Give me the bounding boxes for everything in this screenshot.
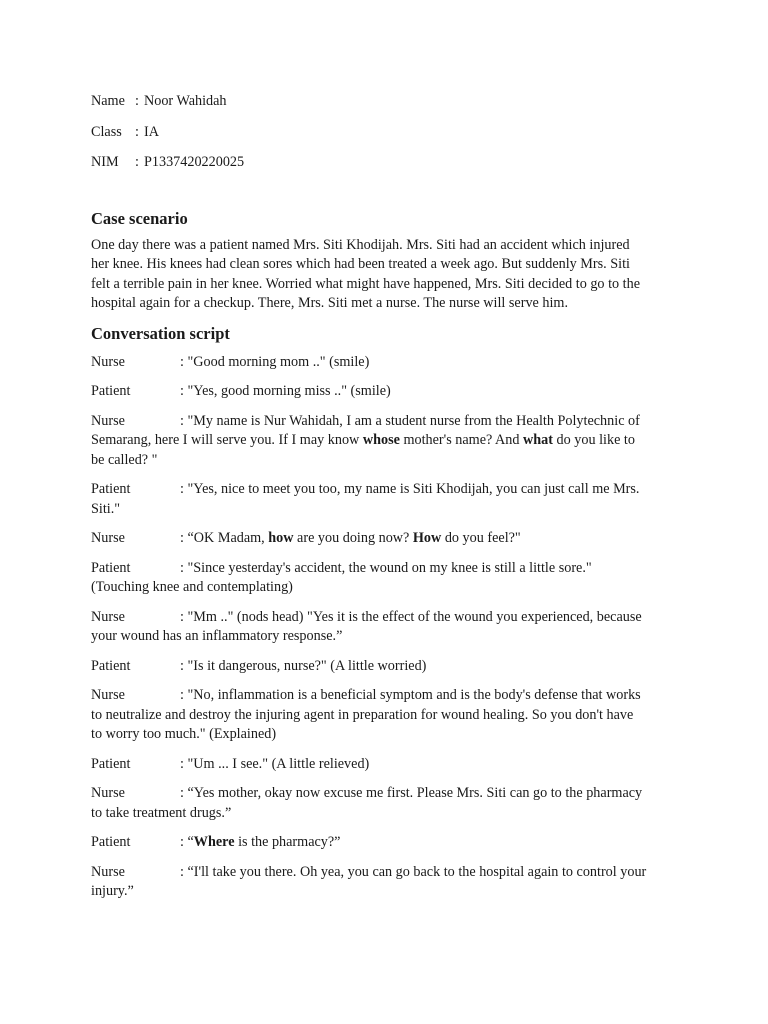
name-label: Name xyxy=(91,93,125,109)
name-row xyxy=(91,92,681,123)
speaker-label: Patient xyxy=(91,657,131,674)
speaker-label: Nurse xyxy=(91,353,125,370)
dialogue-text: Semarang, here I will serve you. If I may know xyxy=(91,432,363,448)
dialogue-text: : “OK Madam, xyxy=(180,530,269,546)
dialogue-turn xyxy=(91,353,681,373)
speaker-label: Nurse xyxy=(91,530,125,546)
paragraph-line: her knee. His knees had clean sores which had been treated a week ago. But suddenly Mrs. Siti xyxy=(91,256,630,272)
emphasis-word: what xyxy=(523,432,553,448)
emphasis-word: whose xyxy=(362,432,400,448)
speaker-label: Nurse xyxy=(91,412,125,429)
document-page xyxy=(91,92,681,912)
dialogue-turn xyxy=(91,412,681,471)
dialogue-text: : "My name is Nur Wahidah, I am a student nurse from the Health Polytechnic of xyxy=(180,412,640,429)
name-separator: : xyxy=(135,93,139,109)
dialogue-text: to take treatment drugs.” xyxy=(91,804,232,821)
dialogue-text: your wound has an inflammatory response.” xyxy=(91,628,343,644)
dialogue-text: : “ xyxy=(180,834,194,850)
speaker-label: Patient xyxy=(91,755,131,772)
dialogue-text: : "No, inflammation is a beneficial symptom and is the body's defense that works xyxy=(180,687,641,703)
emphasis-word: Where xyxy=(193,834,235,850)
nim-row xyxy=(91,153,681,184)
emphasis-word: how xyxy=(268,530,294,546)
dialogue-text: to neutralize and destroy the injuring agent in preparation for wound healing. So you don't have xyxy=(91,706,634,723)
dialogue-turn xyxy=(91,657,681,677)
dialogue-text: is the pharmacy?” xyxy=(234,834,341,850)
dialogue-turn xyxy=(91,863,681,902)
dialogue-turn xyxy=(91,382,681,402)
emphasis-word: How xyxy=(412,530,442,546)
dialogue-turn xyxy=(91,529,681,549)
nim-value: P1337420220025 xyxy=(144,154,245,170)
dialogue-text: mother's name? And xyxy=(399,432,524,448)
dialogue-text: : "Good morning mom .." (smile) xyxy=(180,353,370,370)
speaker-label: Patient xyxy=(91,383,131,399)
class-label: Class xyxy=(91,123,122,140)
dialogue-turn xyxy=(91,833,681,853)
dialogue-text: do you like to xyxy=(553,432,635,448)
dialogue-text: Siti." xyxy=(91,500,121,517)
dialogue-text: do you feel?" xyxy=(441,530,521,546)
dialogue-text: to worry too much." (Explained) xyxy=(91,726,277,742)
class-row xyxy=(91,123,681,154)
dialogue-text: : "Is it dangerous, nurse?" (A little worried) xyxy=(180,657,427,674)
dialogue-turn xyxy=(91,755,681,775)
speaker-label: Nurse xyxy=(91,608,125,625)
dialogue-text: injury.” xyxy=(91,883,134,899)
dialogue-text: : “Yes mother, okay now excuse me first. Please Mrs. Siti can go to the pharmacy xyxy=(180,785,643,801)
student-info xyxy=(91,92,681,184)
case-scenario-paragraph xyxy=(91,236,681,314)
dialogue-text: are you doing now? xyxy=(293,530,413,546)
speaker-label: Nurse xyxy=(91,863,125,880)
speaker-label: Patient xyxy=(91,834,131,850)
dialogue-text: : "Yes, nice to meet you too, my name is Siti Khodijah, you can just call me Mrs. xyxy=(180,481,640,497)
paragraph-line: hospital again for a checkup. There, Mrs. Siti met a nurse. The nurse will serve him. xyxy=(91,295,568,311)
name-value: Noor Wahidah xyxy=(144,93,227,109)
dialogue-turn xyxy=(91,608,681,647)
speaker-label: Patient xyxy=(91,559,131,576)
class-value: IA xyxy=(144,123,159,140)
paragraph-line: felt a terrible pain in her knee. Worried what might have happened, Mrs. Siti decided to go to the xyxy=(91,275,640,292)
dialogue-turn xyxy=(91,559,681,598)
class-separator: : xyxy=(135,123,139,140)
dialogue-text: (Touching knee and contemplating) xyxy=(91,579,293,595)
dialogue-text: : “I'll take you there. Oh yea, you can go back to the hospital again to control your xyxy=(180,863,647,880)
dialogue-turn xyxy=(91,480,681,519)
speaker-label: Nurse xyxy=(91,785,125,801)
dialogue-turn xyxy=(91,784,681,823)
dialogue-text: : "Um ... I see." (A little relieved) xyxy=(180,755,370,772)
paragraph-line: One day there was a patient named Mrs. Siti Khodijah. Mrs. Siti had an accident which injured xyxy=(91,236,630,253)
case-scenario-heading: Case scenario xyxy=(91,208,188,228)
dialogue-text: be called? " xyxy=(91,451,158,468)
nim-label: NIM xyxy=(91,154,119,170)
dialogue-text: : "Mm .." (nods head) "Yes it is the effect of the wound you experienced, because xyxy=(180,608,642,625)
dialogue-text: : "Yes, good morning miss .." (smile) xyxy=(180,383,391,399)
conversation-script-heading: Conversation script xyxy=(91,323,230,343)
nim-separator: : xyxy=(135,154,139,170)
conversation-script xyxy=(91,353,681,902)
dialogue-turn xyxy=(91,686,681,745)
speaker-label: Patient xyxy=(91,481,131,497)
speaker-label: Nurse xyxy=(91,687,125,703)
dialogue-text: : "Since yesterday's accident, the wound on my knee is still a little sore." xyxy=(180,559,592,576)
